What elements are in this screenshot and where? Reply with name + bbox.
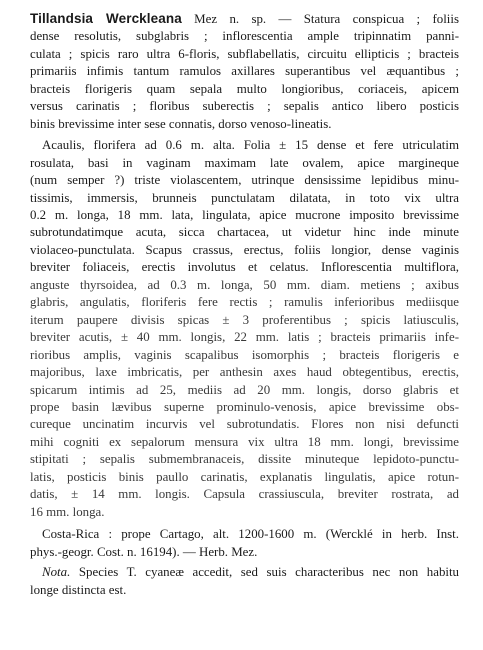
diagnosis-line: binis brevissime inter sese connatis, dorso venoso-lineatis. [30, 116, 332, 131]
diagnosis-line: dense resolutis, subglabris ; inflorescentia ample tripinnatim panni- [30, 29, 459, 44]
locality-line: phys.-geogr. Cost. n. 16194). — Herb. Mez. [30, 544, 258, 559]
species-description [30, 137, 459, 521]
description-line: glabris, angulatis, floriferis fere rectis ; ramulis inferioribus mediisque [30, 295, 459, 310]
description-line: cureque uncinatim incurvis vel subrotundatis. Flores non nisi defuncti [30, 417, 459, 432]
description-line: anguste thyrsoidea, ad 0.3 m. longa, 50 mm. diam. metiens ; axibus [30, 277, 459, 292]
nota-first-line [30, 564, 459, 581]
description-line: rosulata, basi in vaginam maximam late ovalem, apice margineque [30, 155, 459, 170]
description-line: 0.2 m. longa, 18 mm. lata, lingulata, apice mucrone imposito brevissime [30, 207, 459, 222]
description-line: subrotundatimque acuta, sicca chartacea, ut videtur hinc inde minute [30, 225, 459, 240]
description-line: (num semper ?) triste violascentem, utrinque densissime lepidibus minu- [30, 173, 459, 188]
description-line: spicarum intimis ad 25, mediis ad 20 mm. longis, dorso glabris et [30, 382, 459, 397]
description-line: latis, posticis binis paullo carinatis, explanatis lingulatis, apice rotun- [30, 469, 459, 484]
diagnosis-intro: Mez n. sp. — Statura conspicua ; foliis [181, 12, 459, 26]
description-line: datis, ± 14 mm. longis. Capsula crassiuscula, breviter rostrata, ad [30, 487, 459, 502]
diagnosis-line: primariis infimis tantum ramulos axillares superantibus vel æquantibus ; [30, 64, 459, 79]
locality-line: Costa-Rica : prope Cartago, alt. 1200-1600 m. (Wercklé in herb. Inst. [42, 527, 459, 542]
description-line: rioribus amplis, vaginis scapalibus isomorphis ; bracteis florigeris e [30, 347, 459, 362]
description-line: breviter foliaceis, erectis involutus et celatus. Inflorescentia multiflora, [30, 260, 459, 275]
species-diagnosis [30, 10, 459, 133]
description-line: prope basin lævibus superne prominulo-venosis, apice brevissime obs- [30, 399, 459, 414]
description-line: tissimis, immersis, brunneis punctulatam dilatata, in toto vix ultra [30, 190, 459, 205]
description-line: mihi cogniti ex sepalorum mensura vix ultra 18 mm. longi, brevissime [30, 434, 459, 449]
nota-line: longe distincta est. [30, 582, 127, 597]
description-line: majoribus, laxe imbricatis, per anthesin axes haud obtegentibus, erectis, [30, 365, 459, 380]
diagnosis-first-line [30, 10, 459, 28]
description-line: violaceo-punctulata. Scapus crassus, erectus, foliis longior, dense vaginis [30, 242, 459, 257]
description-line: breviter acutis, ± 40 mm. longis, 22 mm. latis ; bracteis primariis infe- [30, 330, 459, 345]
description-line: iterum paupere divisis spicas ± 3 proferentibus ; spicis latiusculis, [30, 312, 459, 327]
description-line: 16 mm. longa. [30, 504, 105, 519]
diagnosis-line: bracteis florigeris quam sepala multo longioribus, coriaceis, apicem [30, 81, 459, 96]
diagnosis-line: versus carinatis ; floribus suberectis ; sepalis antico libero posticis [30, 99, 459, 114]
locality-citation [30, 526, 459, 561]
species-name: Tillandsia Werckleana [30, 11, 182, 26]
nota-label: Nota. [42, 565, 71, 580]
nota-text: Species T. cyaneæ accedit, sed suis characteribus nec non habitu [70, 565, 459, 580]
description-line: stipitati ; sepalis submembranaceis, dissite minuteque lepidoto-punctu- [30, 452, 459, 467]
nota-paragraph [30, 564, 459, 599]
diagnosis-line: culata ; spicis raro ultra 6-floris, subflabellatis, circuitu ellipticis ; bracteis [30, 46, 459, 61]
description-line: Acaulis, florifera ad 0.6 m. alta. Folia ± 15 dense et fere utriculatim [42, 138, 459, 153]
